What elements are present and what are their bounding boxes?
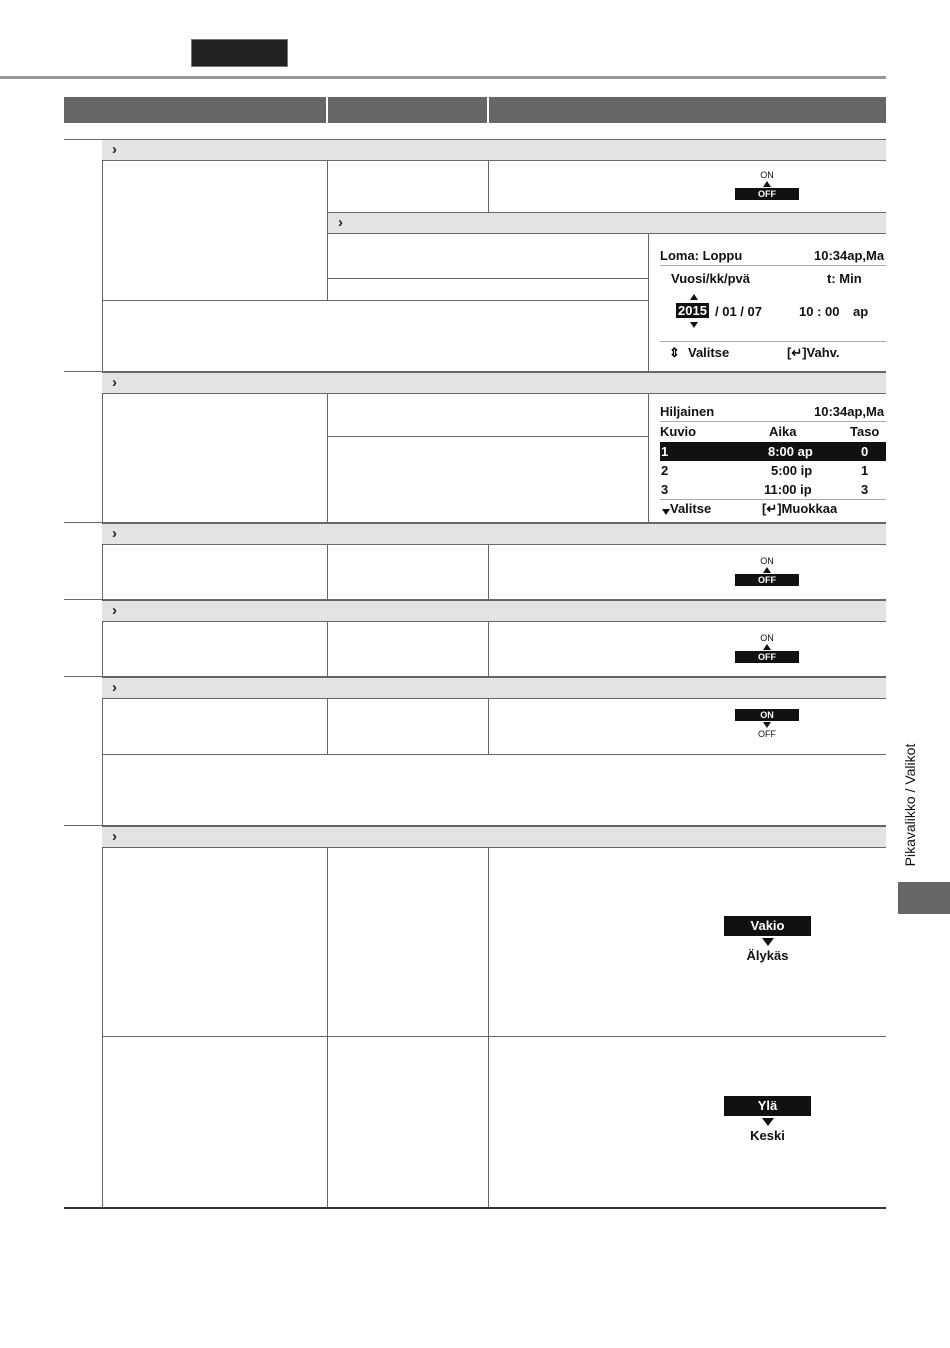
col-header-time: Aika [769, 424, 797, 439]
row-time: 11:00 ip [764, 482, 812, 497]
quiet-clock: 10:34ap,Ma [814, 404, 885, 419]
col-rule [102, 394, 103, 522]
table-header-col-1 [64, 97, 326, 123]
row-pattern[interactable]: 3 [661, 482, 669, 497]
position-other: Keski [750, 1128, 785, 1143]
updown-icon: ⇕ [669, 345, 680, 360]
quiet-screen [649, 395, 886, 521]
row-level: 1 [861, 463, 869, 478]
col-rule [488, 545, 489, 599]
row-rule [328, 436, 648, 437]
select-hint: Valitse [670, 501, 712, 516]
date-label: Vuosi/kk/pvä [671, 271, 750, 286]
col-rule [327, 699, 328, 754]
select-hint: Valitse [688, 345, 730, 360]
toggle-on-label: ON [760, 170, 774, 180]
screen-rule [660, 421, 886, 422]
row-pattern: 1 [661, 444, 669, 459]
row-level: 0 [861, 444, 869, 459]
section-bar-4[interactable]: › [102, 600, 886, 622]
toggle-on-selected: ON [735, 709, 799, 721]
time-value: 10 : 00 [799, 304, 840, 319]
date-rest: / 01 / 07 [715, 304, 762, 319]
row-time: 8:00 ap [768, 444, 813, 459]
arrow-up-icon [690, 294, 698, 300]
table-header-col-2 [328, 97, 487, 123]
section-bar-2[interactable]: › [102, 372, 886, 394]
table-bottom-rule [64, 1207, 886, 1209]
toggle-off-selected: OFF [735, 188, 799, 200]
col-rule [102, 161, 103, 371]
col-rule [327, 545, 328, 599]
confirm-hint: [↵]Vahv. [787, 345, 840, 360]
row-rule [102, 1036, 886, 1037]
holiday-clock: 10:34ap,Ma [814, 248, 885, 263]
col-rule [488, 622, 489, 676]
row-level: 3 [861, 482, 869, 497]
section-bar-6[interactable]: › [102, 826, 886, 848]
holiday-title: Loma: Loppu [660, 248, 743, 263]
mode-other: Älykäs [746, 948, 789, 963]
holiday-screen [649, 235, 886, 371]
col-rule [102, 848, 103, 1208]
side-tab-label: Pikavalikko / Valikot [902, 743, 918, 867]
screen-rule [660, 265, 886, 266]
arrow-up-icon [763, 567, 771, 573]
row-pattern[interactable]: 2 [661, 463, 669, 478]
header-tab [191, 39, 288, 67]
ampm-value: ap [853, 304, 869, 319]
toggle-on-off-1[interactable] [735, 170, 799, 200]
toggle-off-selected: OFF [735, 574, 799, 586]
row-rule [102, 300, 648, 301]
arrow-down-icon [662, 509, 670, 515]
side-tab[interactable] [898, 882, 950, 914]
col-rule [327, 394, 328, 522]
toggle-on-off-3[interactable] [735, 633, 799, 663]
arrow-up-icon [763, 644, 771, 650]
col-rule [327, 848, 328, 1208]
arrow-up-icon [763, 181, 771, 187]
time-label: t: Min [827, 271, 862, 286]
col-rule [488, 161, 489, 212]
row-rule [102, 754, 886, 755]
col-header-level: Taso [850, 424, 880, 439]
arrow-down-icon [763, 722, 771, 728]
col-header-pattern: Kuvio [660, 424, 697, 439]
row-time: 5:00 ip [771, 463, 813, 478]
col-rule [488, 848, 489, 1208]
toggle-on-off-2[interactable] [735, 556, 799, 586]
subsection-bar-1[interactable]: › [328, 212, 886, 234]
table-header-col-3 [489, 97, 886, 123]
screen-rule [660, 341, 886, 342]
quiet-title: Hiljainen [660, 404, 715, 419]
col-rule [102, 545, 103, 599]
toggle-on-label: ON [760, 633, 774, 643]
position-options[interactable] [724, 1096, 811, 1143]
col-rule [102, 699, 103, 825]
section-bar-5[interactable]: › [102, 677, 886, 699]
toggle-on-off-4[interactable] [735, 709, 799, 739]
col-rule [488, 699, 489, 754]
toggle-off-selected: OFF [735, 651, 799, 663]
mode-options[interactable] [724, 916, 811, 963]
header-divider [0, 76, 886, 79]
position-selected: Ylä [724, 1096, 811, 1116]
row-rule [328, 278, 648, 279]
section-bar-1[interactable]: › [102, 139, 886, 161]
col-rule [327, 622, 328, 676]
arrow-down-icon [690, 322, 698, 328]
toggle-on-label: ON [760, 556, 774, 566]
toggle-off-label: OFF [758, 729, 776, 739]
year-field[interactable]: 2015 [678, 303, 707, 318]
mode-selected: Vakio [724, 916, 811, 936]
arrow-down-icon [762, 938, 774, 946]
screen-rule [660, 499, 886, 500]
edit-hint: [↵]Muokkaa [762, 501, 838, 516]
arrow-down-icon [762, 1118, 774, 1126]
section-bar-3[interactable]: › [102, 523, 886, 545]
col-rule [102, 622, 103, 676]
